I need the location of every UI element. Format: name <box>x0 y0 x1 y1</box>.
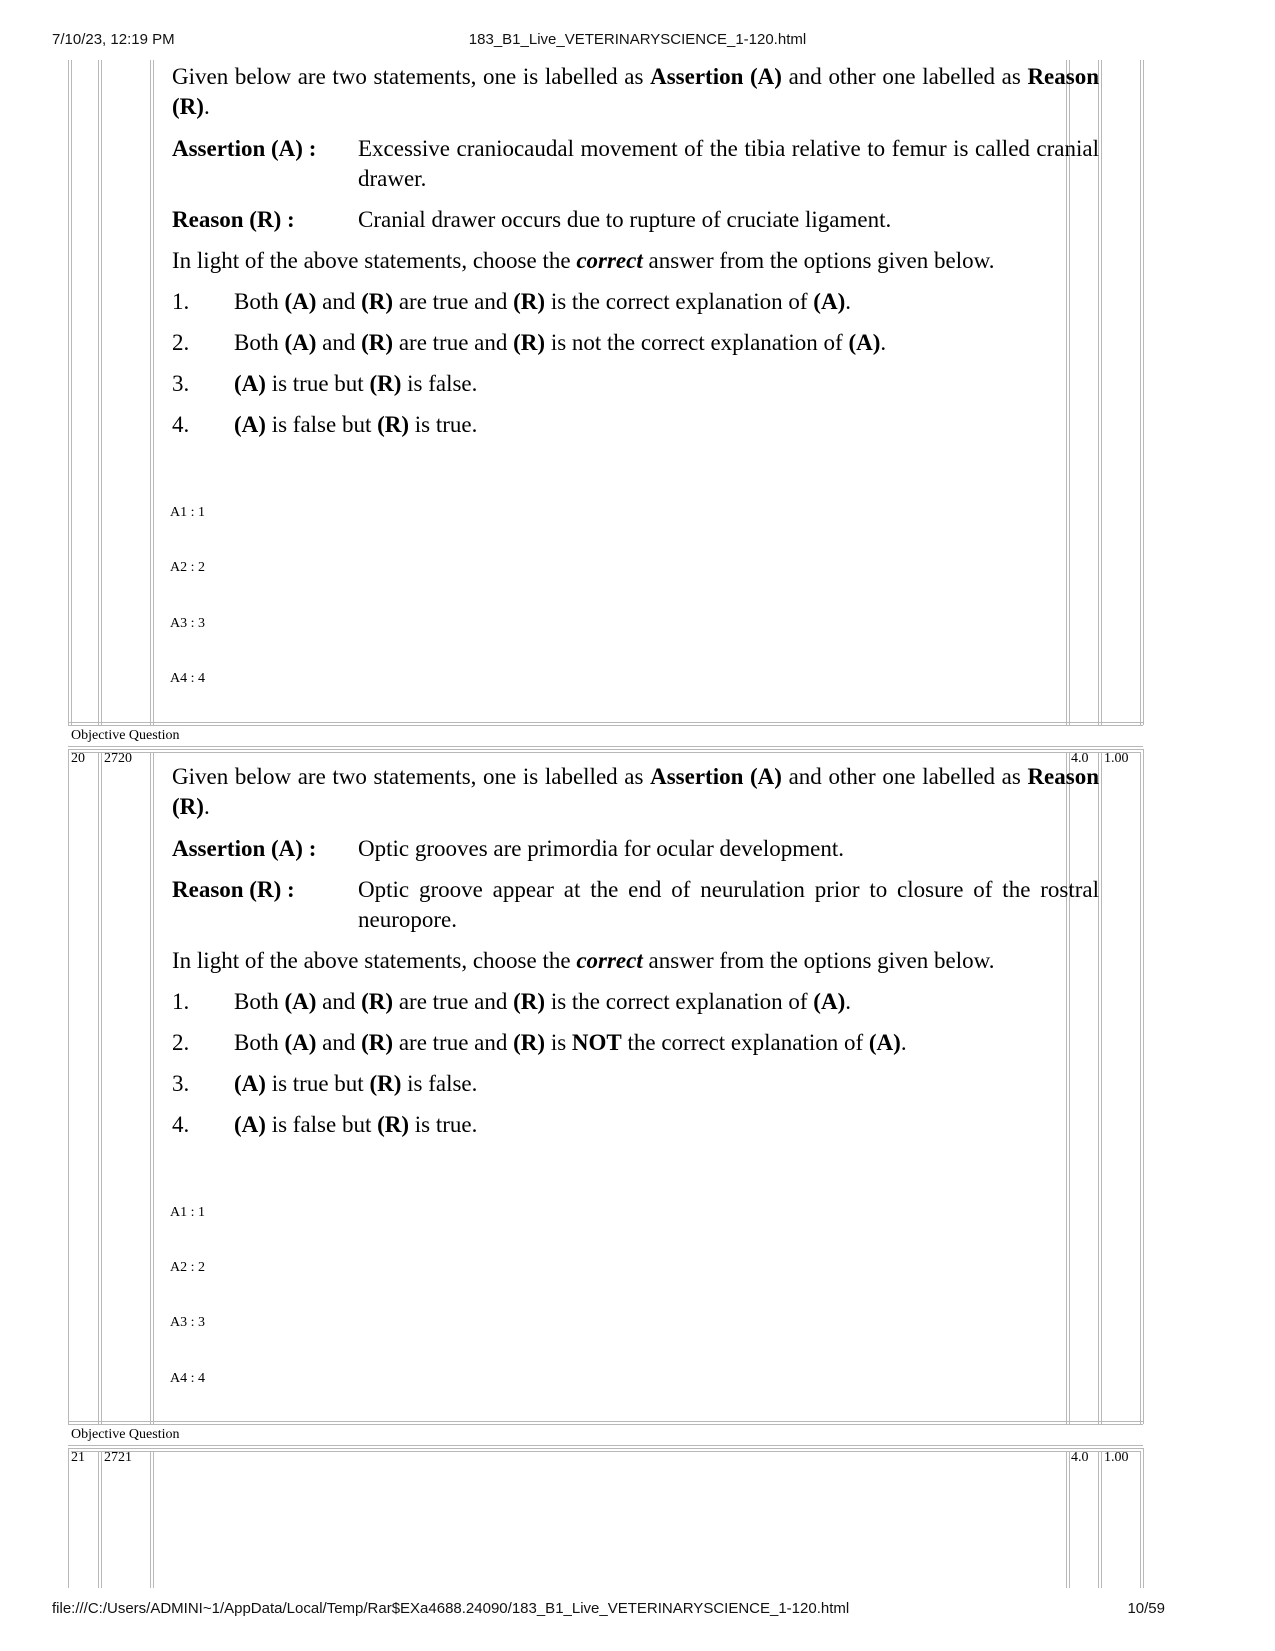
print-doc-title: 183_B1_Live_VETERINARYSCIENCE_1-120.html <box>468 31 807 48</box>
option-3: 3. (A) is true but (R) is false. <box>172 371 478 396</box>
assertion-statement: Assertion (A) : Optic grooves are primordia for ocular development. <box>172 836 845 861</box>
option-1: 1. Both (A) and (R) are true and (R) is the correct explanation of (A). <box>172 289 851 314</box>
question-id: 2721 <box>104 1450 132 1465</box>
question-20-body <box>172 762 1099 1140</box>
answer-option-1: A1 : 1 <box>170 1205 205 1220</box>
answer-option-1: A1 : 1 <box>170 505 205 520</box>
answer-option-3: A3 : 3 <box>170 1315 205 1330</box>
option-1: 1. Both (A) and (R) are true and (R) is the correct explanation of (A). <box>172 989 851 1014</box>
option-4: 4. (A) is false but (R) is true. <box>172 1112 478 1137</box>
question-intro: Given below are two statements, one is labelled as Assertion (A) and other one labelled as Reason (R). <box>172 764 1099 819</box>
serial-number: 21 <box>71 1450 85 1465</box>
instruction: In light of the above statements, choose the correct answer from the options given below. <box>172 248 995 273</box>
print-datetime: 7/10/23, 12:19 PM <box>52 31 175 48</box>
option-4: 4. (A) is false but (R) is true. <box>172 412 478 437</box>
option-2: 2. Both (A) and (R) are true and (R) is NOT the correct explanation of (A). <box>172 1030 907 1055</box>
print-file-path: file:///C:/Users/ADMINI~1/AppData/Local/Temp/Rar$EXa4688.24090/183_B1_Live_VETERINARYSCIENCE_1-120.html <box>52 1600 850 1617</box>
reason-statement: Reason (R) : Optic groove appear at the end of neurulation prior to closure of the rostral neuropore. <box>172 877 1099 932</box>
question-id: 2720 <box>104 751 132 766</box>
answer-option-4: A4 : 4 <box>170 671 205 686</box>
print-page-number: 10/59 <box>1127 1600 1165 1617</box>
serial-number: 20 <box>71 751 85 766</box>
reason-statement: Reason (R) : Cranial drawer occurs due to rupture of cruciate ligament. <box>172 207 892 232</box>
question-intro: Given below are two statements, one is labelled as Assertion (A) and other one labelled as Reason (R). <box>172 64 1099 119</box>
marks: 4.0 <box>1071 751 1089 766</box>
marks: 4.0 <box>1071 1450 1089 1465</box>
answer-option-3: A3 : 3 <box>170 616 205 631</box>
option-2: 2. Both (A) and (R) are true and (R) is not the correct explanation of (A). <box>172 330 887 355</box>
question-type-label: Objective Question <box>71 1427 180 1442</box>
answer-option-2: A2 : 2 <box>170 560 205 575</box>
assertion-statement: Assertion (A) : Excessive craniocaudal movement of the tibia relative to femur is called cranial drawer. <box>172 136 1099 191</box>
answer-option-2: A2 : 2 <box>170 1260 205 1275</box>
question-19-body <box>172 62 1099 440</box>
negative-marks: 1.00 <box>1104 751 1129 766</box>
negative-marks: 1.00 <box>1104 1450 1129 1465</box>
question-type-label: Objective Question <box>71 728 180 743</box>
answer-option-4: A4 : 4 <box>170 1371 205 1386</box>
instruction: In light of the above statements, choose the correct answer from the options given below. <box>172 948 995 973</box>
option-3: 3. (A) is true but (R) is false. <box>172 1071 478 1096</box>
